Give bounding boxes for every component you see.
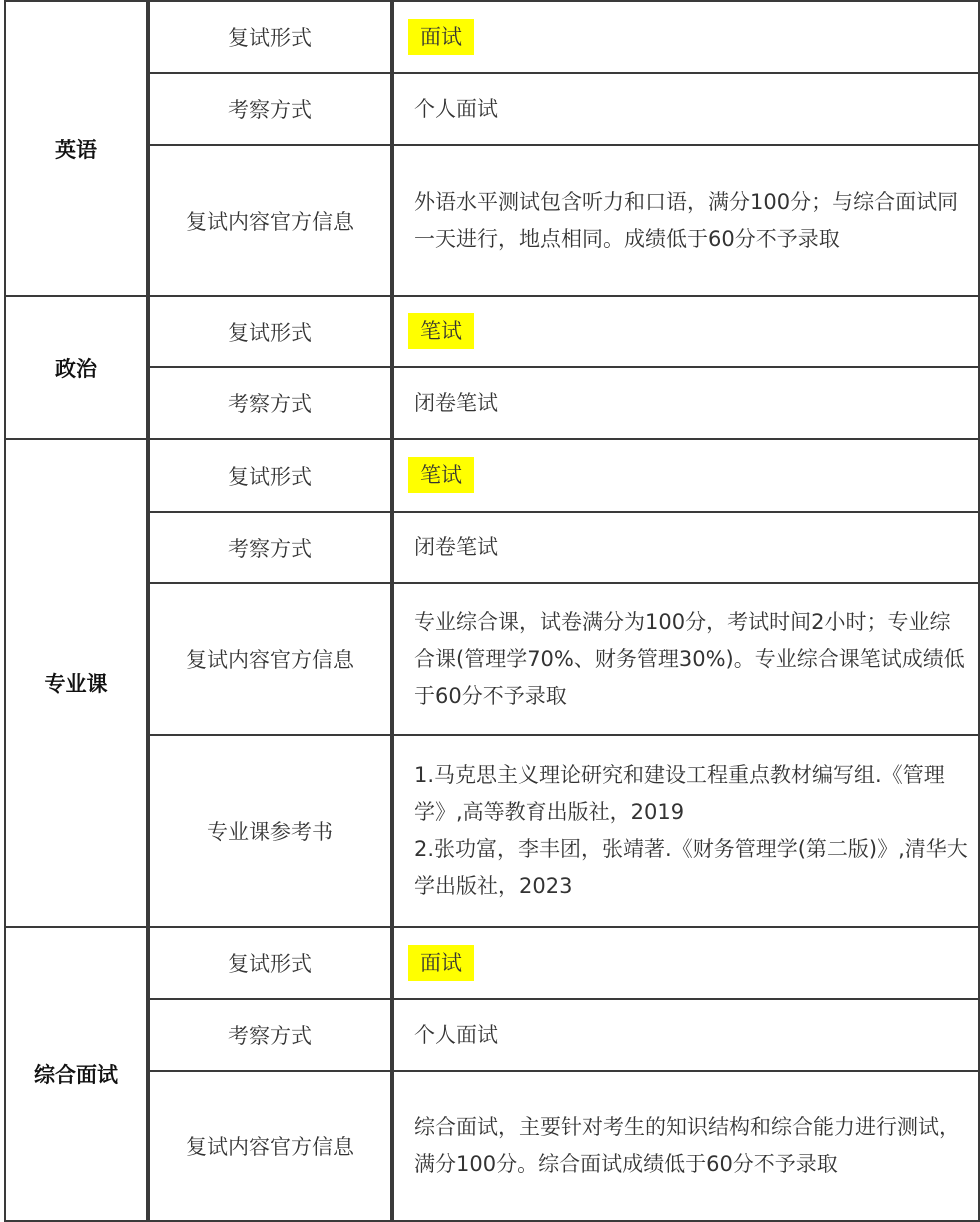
row-value bbox=[392, 927, 979, 999]
table-row bbox=[5, 927, 979, 999]
table-row bbox=[5, 735, 979, 927]
row-value bbox=[392, 296, 979, 367]
retest-info-table bbox=[4, 0, 980, 1222]
table-row bbox=[5, 145, 979, 296]
row-label: 专业课参考书 bbox=[148, 735, 392, 927]
row-value: 综合面试，主要针对考生的知识结构和综合能力进行测试，满分100分。综合面试成绩低于60分不予录取 bbox=[392, 1071, 979, 1221]
row-label: 复试形式 bbox=[148, 1, 392, 73]
row-value: 个人面试 bbox=[392, 73, 979, 145]
table-row bbox=[5, 1071, 979, 1221]
reference-book: 1.马克思主义理论研究和建设工程重点教材编写组.《管理学》,高等教育出版社，2019 bbox=[414, 763, 945, 824]
highlighted-value: 笔试 bbox=[408, 313, 474, 349]
row-label: 复试内容官方信息 bbox=[148, 145, 392, 296]
table-row bbox=[5, 439, 979, 512]
table-row bbox=[5, 367, 979, 439]
row-label: 考察方式 bbox=[148, 367, 392, 439]
row-label: 复试内容官方信息 bbox=[148, 1071, 392, 1221]
row-value: 专业综合课，试卷满分为100分，考试时间2小时；专业综合课(管理学70%、财务管理30%)。专业综合课笔试成绩低于60分不予录取 bbox=[392, 583, 979, 735]
row-value bbox=[392, 1, 979, 73]
row-label: 复试形式 bbox=[148, 296, 392, 367]
section-name: 英语 bbox=[5, 1, 148, 296]
table-row bbox=[5, 296, 979, 367]
row-label: 复试形式 bbox=[148, 927, 392, 999]
row-value bbox=[392, 439, 979, 512]
table-row bbox=[5, 583, 979, 735]
table-row bbox=[5, 1, 979, 73]
table-row bbox=[5, 999, 979, 1071]
highlighted-value: 笔试 bbox=[408, 457, 474, 493]
row-value: 闭卷笔试 bbox=[392, 512, 979, 583]
row-value bbox=[392, 735, 979, 927]
reference-book: 2.张功富，李丰团，张靖著.《财务管理学(第二版)》,清华大学出版社，2023 bbox=[414, 837, 968, 898]
row-value: 个人面试 bbox=[392, 999, 979, 1071]
table-row bbox=[5, 73, 979, 145]
row-value: 外语水平测试包含听力和口语，满分100分；与综合面试同一天进行，地点相同。成绩低于60分不予录取 bbox=[392, 145, 979, 296]
row-label: 考察方式 bbox=[148, 512, 392, 583]
row-value: 闭卷笔试 bbox=[392, 367, 979, 439]
section-name: 政治 bbox=[5, 296, 148, 439]
section-name: 专业课 bbox=[5, 439, 148, 927]
row-label: 复试内容官方信息 bbox=[148, 583, 392, 735]
row-label: 考察方式 bbox=[148, 999, 392, 1071]
row-label: 复试形式 bbox=[148, 439, 392, 512]
section-name: 综合面试 bbox=[5, 927, 148, 1221]
row-label: 考察方式 bbox=[148, 73, 392, 145]
highlighted-value: 面试 bbox=[408, 19, 474, 55]
table-row bbox=[5, 512, 979, 583]
highlighted-value: 面试 bbox=[408, 945, 474, 981]
